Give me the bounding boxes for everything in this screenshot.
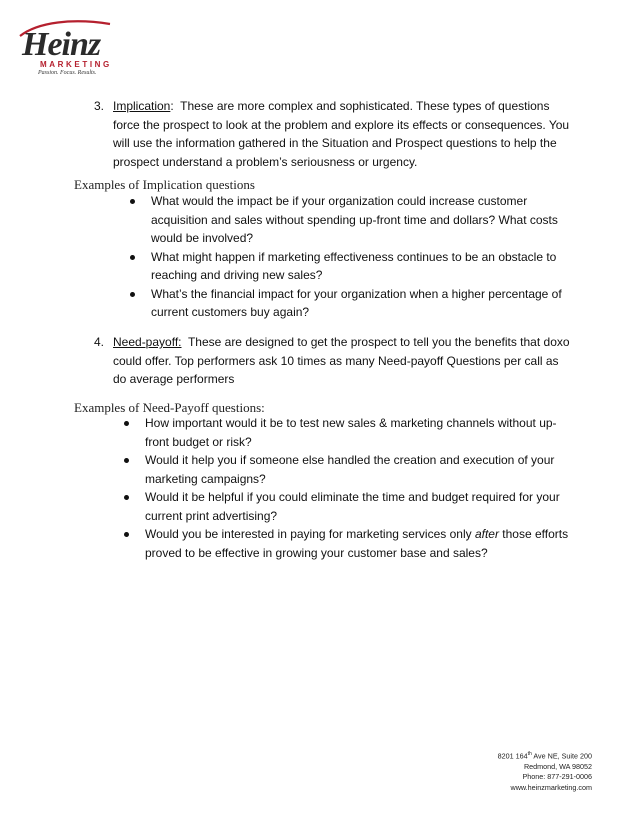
question-text-end: those efforts proved to be effective in growing your customer base and sales? bbox=[145, 527, 569, 560]
item-number: 4. bbox=[94, 335, 105, 349]
item-text: These are more complex and sophisticated. These types of questions force the prospect to look at the problem and explore its effects or consequences. You will use the information gathered in the Situation and Prospect questions to help the prospect understand a problem’s seriousness or urgency. bbox=[113, 99, 570, 169]
question-text: Would it help you if someone else handled the creation and execution of your marketing campaigns? bbox=[145, 453, 555, 486]
question-text: How important would it be to test new sales & marketing channels without up-front budget or risk? bbox=[145, 416, 557, 449]
list-item bbox=[130, 248, 570, 285]
question-text-start: Would you be interested in paying for marketing services only bbox=[145, 527, 475, 541]
bullet-icon bbox=[130, 292, 135, 297]
footer-street-rest: Ave NE, Suite 200 bbox=[531, 751, 592, 761]
bullet-icon bbox=[124, 532, 129, 537]
item-term: Need-payoff: bbox=[113, 335, 182, 349]
item-term: Implication bbox=[113, 99, 171, 113]
question-text: Would it be helpful if you could eliminate the time and budget required for your current print advertising? bbox=[145, 490, 560, 523]
bullet-icon bbox=[130, 199, 135, 204]
needpayoff-examples-heading: Examples of Need-Payoff questions: bbox=[74, 400, 265, 415]
question-text: What’s the financial impact for your organization when a higher percentage of current customers buy again? bbox=[151, 286, 562, 319]
footer-website[interactable]: www.heinzmarketing.com bbox=[510, 782, 592, 792]
needpayoff-question-list bbox=[124, 414, 574, 562]
logo-wordmark: Heinz bbox=[22, 26, 101, 63]
question-emphasis: after bbox=[474, 527, 499, 541]
bullet-icon bbox=[124, 495, 129, 500]
implication-question-list bbox=[130, 192, 570, 322]
question-text bbox=[145, 527, 568, 560]
list-item bbox=[130, 285, 570, 322]
logo-subtitle: MARKETING bbox=[40, 60, 112, 69]
footer-street-ordinal: th bbox=[527, 751, 532, 757]
item-number: 3. bbox=[94, 99, 105, 113]
footer-phone: Phone: 877-291-0006 bbox=[522, 772, 592, 782]
footer-address-block bbox=[498, 749, 592, 793]
logo-tagline: Passion. Focus. Results. bbox=[38, 70, 97, 76]
company-logo bbox=[18, 14, 118, 78]
numbered-item-implication bbox=[94, 97, 574, 171]
bullet-icon bbox=[124, 421, 129, 426]
list-item bbox=[124, 525, 574, 562]
footer-street bbox=[498, 749, 592, 762]
item-text: These are designed to get the prospect to tell you the benefits that doxo could offer. Top performers ask 10 times as many Need-payoff Questions per call as do average performers bbox=[113, 335, 570, 386]
implication-examples-heading: Examples of Implication questions bbox=[74, 177, 255, 192]
list-item bbox=[124, 451, 574, 488]
footer-city: Redmond, WA 98052 bbox=[523, 761, 592, 771]
item-term-colon: : bbox=[170, 99, 174, 113]
bullet-icon bbox=[130, 255, 135, 260]
list-item bbox=[130, 192, 570, 248]
footer-street-number: 8201 164 bbox=[497, 751, 528, 761]
numbered-item-need-payoff bbox=[94, 333, 574, 389]
list-item bbox=[124, 488, 574, 525]
list-item bbox=[124, 414, 574, 451]
question-text: What might happen if marketing effectiveness continues to be an obstacle to reaching and driving new sales? bbox=[151, 249, 557, 282]
question-text: What would the impact be if your organization could increase customer acquisition and sales without spending up-front time and dollars? What costs would be involved? bbox=[151, 194, 558, 245]
bullet-icon bbox=[124, 458, 129, 463]
